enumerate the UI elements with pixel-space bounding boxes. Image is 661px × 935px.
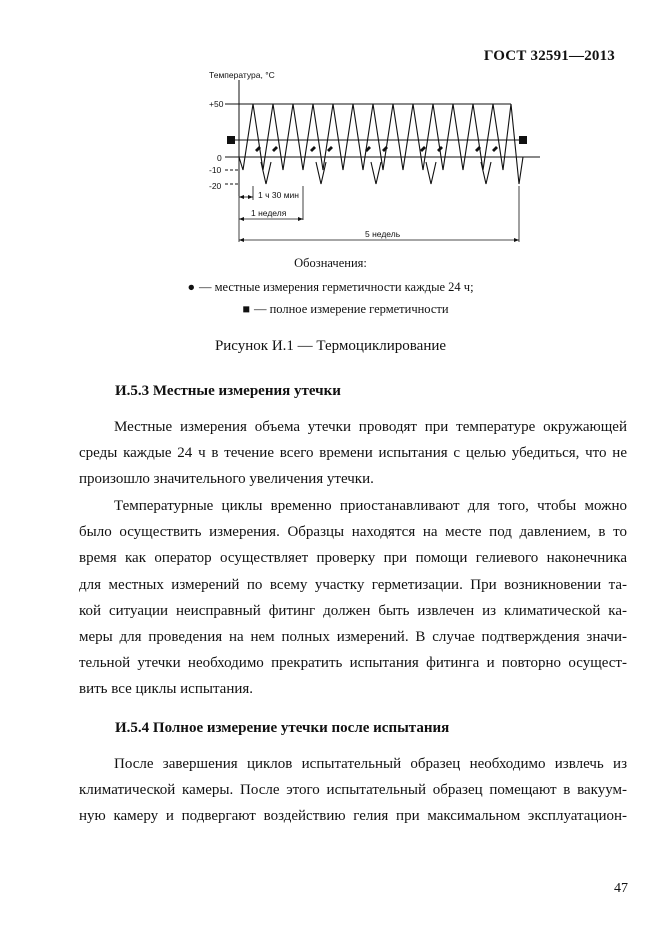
text-line: время как оператор осуществляет проверку при помощи гелиевого наконечника (79, 550, 627, 567)
text-line: произошло значительного увеличения утечки. (79, 471, 374, 488)
thermocycling-figure (195, 66, 555, 248)
legend-item-full (0, 303, 661, 316)
local-measurement-markers (255, 146, 498, 152)
square-icon: ■ (242, 302, 250, 316)
circle-icon: ● (187, 279, 195, 294)
text-line: тельной утечки необходимо прекратить испытания фитинга и повторно осущест- (79, 655, 627, 672)
text-line: кой ситуации неисправный фитинг должен быть извлечен из климатической ка- (79, 602, 627, 619)
paragraph-local-measurements (79, 414, 627, 493)
section-heading-i54: И.5.4 Полное измерение утечки после испытания (115, 720, 450, 736)
dim-label-week: 1 неделя (251, 208, 287, 218)
text-line: После завершения циклов испытательный образец необходимо извлечь из (114, 756, 627, 772)
text-line: Местные измерения объема утечки проводят при температуре окружающей (114, 419, 627, 435)
weekly-dips (261, 162, 491, 184)
legend-item-local-text: — местные измерения герметичности каждые 24 ч; (199, 279, 474, 294)
document-header: ГОСТ 32591—2013 (483, 48, 615, 64)
y-axis-label: Температура, °С (209, 70, 275, 80)
text-line: среды каждые 24 ч в течение всего времени испытания с целью убедиться, что не (79, 445, 627, 462)
page-number: 47 (614, 881, 628, 896)
thermocycling-diagram (195, 66, 555, 248)
legend-item-full-text: — полное измерение герметичности (253, 302, 449, 316)
paragraph-full-measurement (79, 751, 627, 830)
tick-label-minus10: -10 (209, 165, 222, 175)
legend-title: Обозначения: (294, 256, 367, 270)
dim-label-90min: 1 ч 30 мин (258, 190, 299, 200)
paragraph-temperature-cycles (79, 493, 627, 703)
full-measurement-marker-start (227, 136, 235, 144)
text-line: ную камеру и подвергают воздействию гелия при максимальном эксплуатацион- (79, 808, 627, 825)
text-line: было осуществить измерения. Образцы находятся на месте под давлением, в то (79, 524, 627, 541)
full-measurement-marker-end (519, 136, 527, 144)
tick-label-zero: 0 (217, 153, 222, 163)
tick-label-minus20: -20 (209, 181, 222, 191)
text-line: Температурные циклы временно приостанавливают для того, чтобы можно (114, 498, 627, 514)
temperature-curve (239, 104, 523, 184)
text-line: меры для проведения на нем полных измерений. В случае подтверждения значи- (79, 628, 627, 645)
figure-caption: Рисунок И.1 — Термоциклирование (214, 338, 447, 354)
text-line: климатической камеры. После этого испытательный образец помещают в вакуум- (79, 782, 627, 799)
figure-legend (0, 257, 661, 316)
dim-label-5weeks: 5 недель (365, 229, 401, 239)
text-line: для местных измерений по всему участку герметизации. При возникновении та- (79, 576, 627, 593)
tick-label-plus50: +50 (209, 99, 224, 109)
text-line: вить все циклы испытания. (79, 681, 254, 698)
section-heading-i53: И.5.3 Местные измерения утечки (115, 383, 341, 399)
legend-item-local (0, 281, 661, 294)
